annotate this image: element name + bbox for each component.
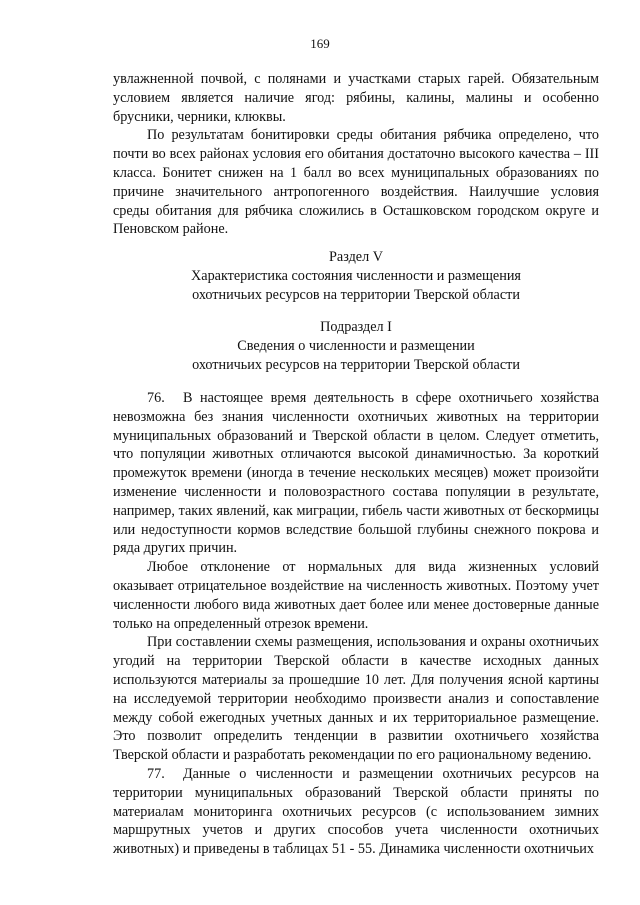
paragraph-deviation: Любое отклонение от нормальных для вида жизненных условий оказывает отрицательное воздействие на численность животных. Поэтому учет численности любого вида животных дает более или менее достоверные данные только на определенный отрезок времени. (113, 559, 599, 632)
subsection-title-line-1: Сведения о численности и размещении (237, 338, 475, 354)
paragraph-77-number: 77. (147, 765, 165, 782)
subsection-heading (113, 318, 599, 375)
paragraph-76-text: В настоящее время деятельность в сфере охотничьего хозяйства невозможна без знания численности охотничьих животных на территории муниципальных образований и Тверской области в целом. Следует отметить, что популяции животных отличаются высокой динамичностью. За короткий промежуток времени (иногда в течение нескольких месяцев) может произойти изменение численности и половозрастного состава популяции в результате, например, таких явлений, как миграции, гибель части животных от бескормицы или недоступности кормов вследствие большой глубины снежного покрова и ряда других причин. (113, 390, 599, 557)
section-heading (113, 248, 599, 305)
paragraph-habitat-conditions: увлажненной почвой, с полянами и участками старых гарей. Обязательным условием является наличие ягод: рябины, калины, малины и особенно брусники, черники, клюквы. (113, 71, 599, 125)
paragraph-bonitet-results: По результатам бонитировки среды обитания рябчика определено, что почти во всех районах условия его обитания достаточно высокого качества – III класса. Бонитет снижен на 1 балл во всех муниципальных образованиях по причине значительного антропогенного воздействия. Наилучшие условия среды обитания для рябчика сложились в Осташковском городском округе и Пеновском районе. (113, 127, 599, 238)
paragraph-76-number: 76. (147, 390, 165, 406)
main-text-block (113, 389, 599, 859)
section-title-line-1: Характеристика состояния численности и размещения (191, 268, 521, 284)
intro-text-block (113, 70, 599, 239)
subsection-label: Подраздел I (320, 319, 392, 335)
subsection-title-line-2: охотничьих ресурсов на территории Тверской области (192, 357, 520, 373)
page-number: 169 (310, 36, 330, 51)
paragraph-77-text: Данные о численности и размещении охотничьих ресурсов на территории муниципальных образований Тверской области приняты по материалам мониторинга охотничьих ресурсов (с использованием зимних маршрутных учетов и других способов учета численности охотничьих животных) и приведены в таблицах 51 - 55. Динамика численности охотничьих (113, 765, 599, 858)
section-title-line-2: охотничьих ресурсов на территории Тверской области (192, 287, 520, 303)
paragraph-76 (113, 389, 599, 558)
section-label: Раздел V (329, 249, 383, 265)
paragraph-77 (113, 765, 599, 859)
paragraph-scheme: При составлении схемы размещения, использования и охраны охотничьих угодий на территории Тверской области в качестве исходных данных используются материалы за прошедшие 10 лет. Для получения ясной картины на исследуемой территории необходимо произвести анализ и сопоставление между собой ежегодных учетных данных и их территориальное размещение. Это позволит определить тенденции в развитии охотничьего хозяйства Тверской области и разработать рекомендации по его рациональному ведению. (113, 634, 599, 764)
